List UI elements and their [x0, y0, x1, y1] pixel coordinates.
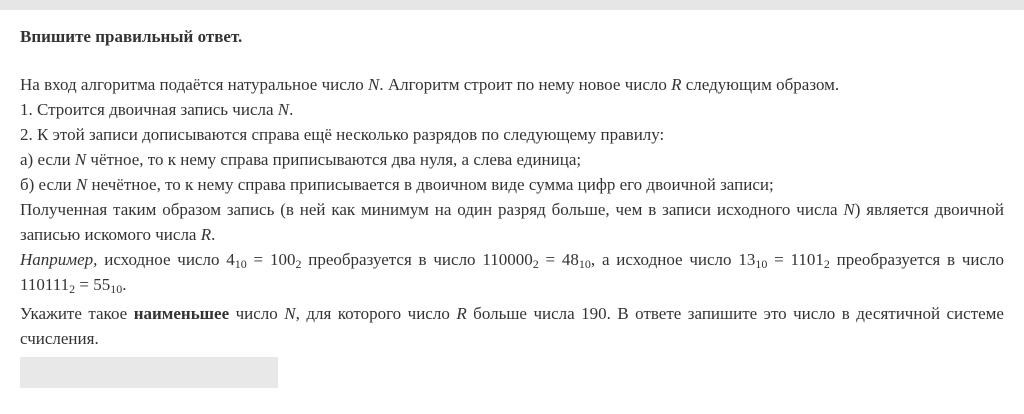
- base-subscript: 2: [69, 282, 76, 296]
- intro-text-c: следующим образом.: [681, 75, 840, 94]
- intro-text-b: . Алгоритм строит по нему новое число: [379, 75, 672, 94]
- example-text: = 55: [75, 275, 111, 294]
- example-label: Например,: [20, 250, 98, 269]
- var-n: N: [277, 100, 290, 119]
- var-n: N: [368, 75, 380, 94]
- example-text: исходное число 4: [97, 250, 235, 269]
- example-text: преобразуется в число 110111: [20, 250, 1004, 294]
- top-bar: [0, 0, 1024, 10]
- base-subscript: 2: [532, 257, 539, 271]
- rule-b-prefix: б) если: [20, 175, 76, 194]
- var-n: N: [284, 304, 296, 323]
- example-text: преобразуется в число 110000: [301, 250, 533, 269]
- question-paragraph: [20, 301, 1004, 351]
- rule-a-text: чётное, то к нему справа приписываются два нуля, а слева единица;: [86, 150, 582, 169]
- result-paragraph: [20, 197, 1004, 247]
- var-n: N: [74, 150, 87, 169]
- task-intro: [20, 72, 1004, 97]
- task-heading: Впишите правильный ответ.: [20, 27, 243, 46]
- question-text-4: больше числа 190. В ответе запишите это число в десятичной системе счисления.: [20, 304, 1004, 348]
- example-text: = 48: [538, 250, 579, 269]
- rule-b-text: нечётное, то к нему справа приписывается в двоичном виде сумма цифр его двоичной записи;: [87, 175, 774, 194]
- var-r: R: [456, 304, 467, 323]
- var-n: N: [843, 200, 855, 219]
- example-text: = 100: [246, 250, 296, 269]
- question-text-1: Укажите такое: [20, 304, 134, 323]
- answer-input[interactable]: [20, 357, 278, 388]
- rule-a-prefix: а) если: [20, 150, 75, 169]
- intro-text-a: На вход алгоритма подаётся натуральное число: [20, 75, 369, 94]
- step-2: 2. К этой записи дописываются справа ещё несколько разрядов по следующему правилу:: [20, 125, 665, 144]
- var-r: R: [671, 75, 682, 94]
- example-text: , а исходное число 13: [590, 250, 756, 269]
- var-r: R: [200, 225, 212, 244]
- example-text: .: [122, 275, 127, 294]
- result-text-3: .: [211, 225, 216, 244]
- task-content: [20, 24, 1004, 351]
- base-subscript: 10: [578, 257, 591, 271]
- result-text-1: Полученная таким образом запись (в ней как минимум на один разряд больше, чем в записи исходного числа: [20, 200, 844, 219]
- result-text-2: ) является двоичной записью искомого числа: [20, 200, 1005, 244]
- rule-a: [20, 147, 1004, 172]
- question-text-3: , для которого число: [295, 304, 457, 323]
- base-subscript: 2: [823, 257, 830, 271]
- example-text: = 1101: [767, 250, 824, 269]
- step-1-end: .: [289, 100, 294, 119]
- step-1-text: 1. Строится двоичная запись числа: [20, 100, 278, 119]
- question-emphasis: наименьшее: [133, 304, 230, 323]
- step-1: [20, 97, 1004, 122]
- var-n: N: [75, 175, 88, 194]
- base-subscript: 10: [234, 257, 247, 271]
- base-subscript: 2: [295, 257, 302, 271]
- base-subscript: 10: [110, 282, 123, 296]
- rule-b: [20, 172, 1004, 197]
- question-text-2: число: [229, 304, 285, 323]
- example-paragraph: [20, 247, 1004, 297]
- base-subscript: 10: [755, 257, 768, 271]
